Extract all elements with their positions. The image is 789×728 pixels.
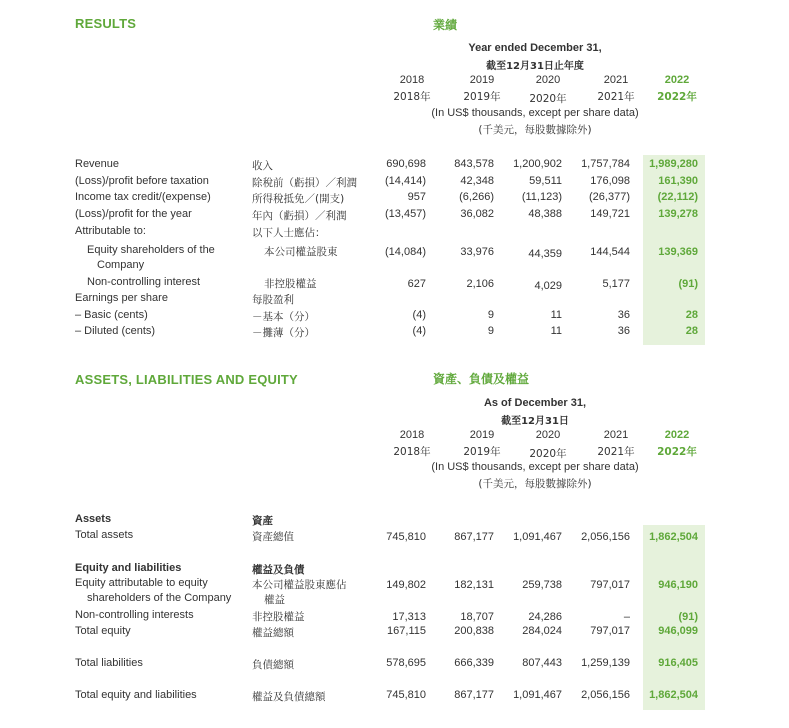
cell-value: (14,414) (385, 175, 426, 187)
year-header-cn: 2021年 (597, 446, 635, 458)
row-label: Equity and liabilities (75, 562, 182, 574)
row-label-cn: 本公司權益股東 (264, 246, 338, 258)
year-header: 2020 (535, 74, 561, 86)
row-label: Assets (75, 513, 112, 525)
cell-value: 161,390 (658, 175, 698, 187)
section-title-assets-cn: 資產、負債及權益 (433, 372, 530, 386)
cell-value: 48,388 (528, 208, 562, 220)
cell-value: 36 (617, 309, 630, 321)
cell-value: 259,738 (522, 579, 562, 591)
cell-value: 745,810 (386, 689, 426, 701)
cell-value: 139,278 (658, 208, 698, 220)
row-label-cn: 收入 (252, 160, 273, 172)
cell-value: 807,443 (522, 657, 562, 669)
row-label: Total liabilities (75, 657, 143, 669)
cell-value: 4,029 (534, 280, 562, 292)
cell-value: (14,084) (385, 246, 426, 258)
section-title-results-cn: 業績 (433, 18, 458, 32)
year-header: 2021 (603, 74, 629, 86)
row-label: Total equity and liabilities (75, 689, 197, 701)
cell-value: 867,177 (454, 531, 494, 543)
section-title-assets: ASSETS, LIABILITIES AND EQUITY (75, 372, 298, 387)
cell-value: 182,131 (454, 579, 494, 591)
cell-value: 36,082 (460, 208, 494, 220)
row-label-cn: 每股盈利 (252, 294, 294, 306)
row-label-cn: 非控股權益 (264, 278, 317, 290)
cell-value: 284,024 (522, 625, 562, 637)
row-label: (Loss)/profit for the year (75, 208, 192, 220)
cell-value: (6,266) (459, 191, 494, 203)
year-header-cn: 2022年 (657, 91, 697, 103)
cell-value: 139,369 (658, 246, 698, 258)
row-label: Income tax credit/(expense) (75, 191, 211, 203)
cell-value: 1,989,280 (649, 158, 698, 170)
row-label-cn: －基本（分） (252, 311, 315, 323)
cell-value: 11 (550, 325, 562, 337)
cell-value: 578,695 (386, 657, 426, 669)
year-header: 2019 (469, 429, 495, 441)
cell-value: 1,862,504 (649, 531, 698, 543)
row-label-cn: 權益及負債總額 (252, 691, 326, 703)
cell-value: 690,698 (386, 158, 426, 170)
cell-value: 149,721 (590, 208, 630, 220)
cell-value: 1,259,139 (581, 657, 630, 669)
row-label-cn: 以下人士應佔： (252, 227, 326, 239)
row-label: Earnings per share (75, 292, 168, 304)
cell-value: – (623, 611, 630, 623)
row-label: Total equity (75, 625, 131, 637)
row-label-cn: 所得稅抵免／(開支) (252, 193, 345, 205)
cell-value: 627 (407, 278, 426, 290)
cell-value: (4) (412, 309, 426, 321)
row-label: Non-controlling interests (75, 609, 194, 621)
year-header-cn: 2022年 (657, 446, 697, 458)
cell-value: 5,177 (602, 278, 630, 290)
asof-header-cn: 截至12月31日 (501, 416, 569, 427)
year-header: 2021 (603, 429, 629, 441)
cell-value: 666,339 (454, 657, 494, 669)
cell-value: 59,511 (529, 175, 562, 187)
row-label-cn: 非控股權益 (252, 611, 305, 623)
row-label-cn: 除稅前（虧損）／利潤 (252, 177, 357, 189)
row-label-cn: 資產 (252, 515, 273, 527)
period-header-cn: 截至12月31日止年度 (486, 61, 584, 72)
row-label: Attributable to: (75, 225, 146, 237)
row-label: Equity shareholders of the (87, 244, 215, 256)
cell-value: 2,106 (466, 278, 494, 290)
cell-value: 24,286 (528, 611, 562, 623)
year-header-cn: 2019年 (463, 446, 501, 458)
row-label-cn: 資產總值 (252, 531, 294, 543)
cell-value: 33,976 (460, 246, 494, 258)
year-header-cn: 2018年 (393, 91, 431, 103)
year-header-cn: 2019年 (463, 91, 501, 103)
year-header: 2018 (399, 429, 425, 441)
row-label-cn: 權益總額 (252, 627, 294, 639)
cell-value: (26,377) (589, 191, 630, 203)
cell-value: 44,359 (528, 248, 562, 260)
cell-value: 42,348 (460, 175, 494, 187)
cell-value: 176,098 (590, 175, 630, 187)
row-label: Non-controlling interest (87, 276, 201, 288)
cell-value: (4) (412, 325, 426, 337)
row-label-cn: 負債總額 (252, 659, 294, 671)
cell-value: 867,177 (454, 689, 494, 701)
cell-value: 11 (550, 309, 562, 321)
row-label-cn-continued: 權益 (264, 594, 285, 606)
cell-value: 18,707 (460, 611, 494, 623)
cell-value: 167,115 (387, 625, 426, 637)
year-header: 2019 (469, 74, 495, 86)
cell-value: 9 (487, 309, 494, 321)
year-header: 2022 (664, 429, 690, 441)
cell-value: 28 (685, 325, 698, 337)
cell-value: 28 (685, 309, 698, 321)
cell-value: 1,091,467 (513, 531, 562, 543)
cell-value: (13,457) (385, 208, 426, 220)
year-header-cn: 2020年 (529, 448, 567, 460)
row-label: Equity attributable to equity (75, 577, 208, 589)
row-label: Total assets (75, 529, 134, 541)
cell-value: 946,099 (658, 625, 698, 637)
unit-note-cn: (千美元，每股數據除外) (478, 124, 592, 136)
row-label: Revenue (75, 158, 120, 170)
unit-note-cn: (千美元，每股數據除外) (478, 478, 592, 490)
row-label: – Basic (cents) (75, 309, 148, 321)
cell-value: (22,112) (657, 191, 698, 203)
cell-value: 17,313 (392, 611, 426, 623)
section-title-results: RESULTS (75, 16, 137, 31)
cell-value: 149,802 (386, 579, 426, 591)
cell-value: (91) (678, 278, 698, 290)
year-header-cn: 2018年 (393, 446, 431, 458)
row-label-cn: 權益及負債 (252, 564, 305, 576)
cell-value: 9 (487, 325, 494, 337)
row-label: – Diluted (cents) (75, 325, 156, 337)
cell-value: 144,544 (590, 246, 630, 258)
year-header: 2022 (664, 74, 690, 86)
row-label-cn: 本公司權益股東應佔 (252, 579, 347, 591)
row-label-cn: 年內（虧損）／利潤 (252, 210, 347, 222)
cell-value: 797,017 (590, 625, 630, 637)
year-header: 2020 (535, 429, 561, 441)
row-label-continued: shareholders of the Company (87, 592, 232, 604)
cell-value: 1,200,902 (513, 158, 562, 170)
unit-note: (In US$ thousands, except per share data) (431, 461, 639, 473)
unit-note: (In US$ thousands, except per share data) (431, 107, 639, 119)
cell-value: 36 (617, 325, 630, 337)
cell-value: 2,056,156 (581, 689, 630, 701)
row-label: (Loss)/profit before taxation (75, 175, 209, 187)
year-header: 2018 (399, 74, 425, 86)
cell-value: 957 (407, 191, 426, 203)
cell-value: 1,862,504 (649, 689, 698, 701)
cell-value: 843,578 (454, 158, 494, 170)
cell-value: (91) (678, 611, 698, 623)
cell-value: 946,190 (658, 579, 698, 591)
year-header-cn: 2020年 (529, 93, 567, 105)
row-label-cn: －攤薄（分） (252, 327, 315, 339)
cell-value: 1,757,784 (581, 158, 630, 170)
year-header-cn: 2021年 (597, 91, 635, 103)
period-header: Year ended December 31, (468, 42, 602, 54)
cell-value: 2,056,156 (581, 531, 630, 543)
cell-value: 916,405 (658, 657, 698, 669)
cell-value: (11,123) (521, 191, 562, 203)
cell-value: 1,091,467 (513, 689, 562, 701)
cell-value: 200,838 (454, 625, 494, 637)
row-label-continued: Company (97, 259, 145, 271)
cell-value: 745,810 (386, 531, 426, 543)
asof-header: As of December 31, (483, 397, 587, 409)
cell-value: 797,017 (590, 579, 630, 591)
